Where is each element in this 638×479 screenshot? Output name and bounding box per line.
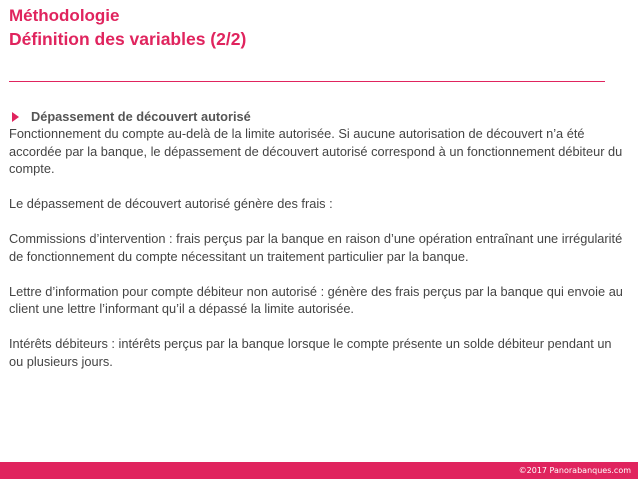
section-heading-label: Dépassement de découvert autorisé: [31, 109, 251, 124]
section-heading: [9, 108, 629, 125]
paragraph-interest: Intérêts débiteurs : intérêts perçus par la banque lorsque le compte présente un solde débiteur pendant un ou plusieurs jours.: [9, 336, 612, 369]
footer-copyright: ©2017 Panorabanques.com: [518, 466, 631, 475]
page-title: Définition des variables (2/2): [9, 29, 247, 49]
paragraph-letter: Lettre d’information pour compte débiteur non autorisé : génère des frais perçus par la banque qui envoie au client une lettre l’informant qu’il a dépassé la limite autorisée.: [9, 283, 623, 316]
triangle-bullet-icon: [12, 112, 19, 122]
section-label: Méthodologie: [9, 6, 120, 25]
paragraph-fees-intro: Le dépassement de découvert autorisé génère des frais :: [9, 196, 333, 211]
header-divider: [9, 81, 605, 82]
paragraph-definition: Fonctionnement du compte au-delà de la limite autorisée. Si aucune autorisation de découvert n’a été accordée par la banque, le dépassement de découvert autorisé correspond à un fonctionnement débiteur du compte.: [9, 126, 623, 176]
content-body: [9, 108, 629, 370]
paragraph-commissions: Commissions d’intervention : frais perçus par la banque en raison d’une opération entraînant une irrégularité de fonctionnement du compte nécessitant un traitement particulier par la banque.: [9, 231, 623, 264]
slide-header: [9, 5, 246, 51]
